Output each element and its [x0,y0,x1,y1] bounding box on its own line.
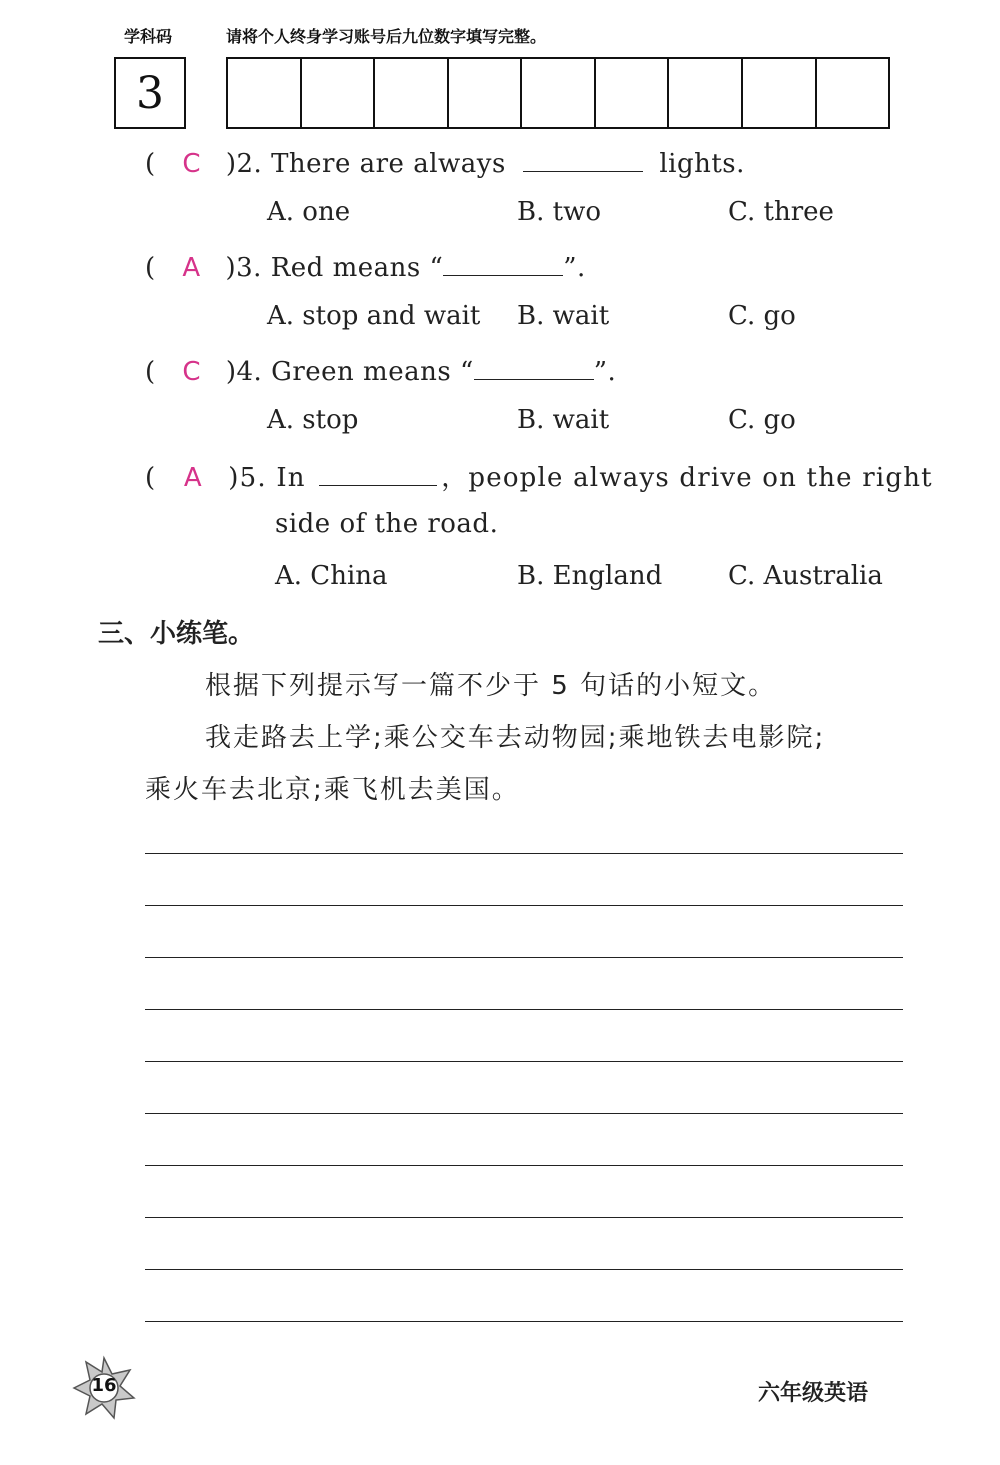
option-a: A. one [267,197,351,227]
option-c: C. go [728,301,796,331]
answer-letter: C [182,357,202,387]
option-b: B. wait [517,301,610,331]
writing-line[interactable] [145,1269,903,1270]
writing-prompt-line-1: 我走路去上学;乘公交车去动物园;乘地铁去电影院; [205,723,826,753]
question-stem: In [276,463,306,493]
page-number: 16 [91,1375,117,1396]
account-digit-cell[interactable] [741,59,815,127]
answer-blank [523,145,643,172]
option-a: A. China [275,561,388,591]
option-b: B. England [517,561,663,591]
writing-line[interactable] [145,1165,903,1166]
writing-line[interactable] [145,1321,903,1322]
question-stem-end: ”. [563,253,586,283]
writing-line[interactable] [145,905,903,906]
question-stem-end: ，people always drive on the right [441,463,933,493]
question-5-line2: side of the road. [275,509,499,539]
subject-code-box: 3 [114,57,186,129]
answer-letter: A [182,253,201,283]
question-number: )4. [225,357,263,387]
option-b: B. wait [517,405,610,435]
account-digit-cell[interactable] [300,59,374,127]
question-2 [145,145,745,179]
option-b: B. two [517,197,601,227]
option-c: C. three [728,197,834,227]
answer-blank [319,459,437,486]
section-instruction: 根据下列提示写一篇不少于 5 句话的小短文。 [205,671,777,701]
answer-letter: C [182,149,202,179]
section-title: 三、小练笔。 [98,619,255,649]
question-stem: There are always [271,149,506,179]
writing-line[interactable] [145,1061,903,1062]
answer-paren-open: ( [145,253,156,283]
answer-paren-open: ( [145,357,156,387]
writing-line[interactable] [145,1009,903,1010]
question-number: )2. [225,149,263,179]
answer-letter: A [183,463,203,493]
writing-prompt-line-2: 乘火车去北京;乘飞机去美国。 [145,775,520,805]
option-a: A. stop and wait [267,301,481,331]
writing-line[interactable] [145,957,903,958]
account-number-grid [226,57,890,129]
account-digit-cell[interactable] [815,59,889,127]
account-digit-cell[interactable] [594,59,668,127]
writing-line[interactable] [145,1113,903,1114]
account-digit-cell[interactable] [228,59,300,127]
subject-code-label: 学科码 [124,27,173,46]
option-c: C. go [728,405,796,435]
question-stem-end: ”. [593,357,617,387]
option-a: A. stop [267,405,359,435]
question-3 [145,249,586,283]
writing-line[interactable] [145,1217,903,1218]
book-title: 六年级英语 [757,1381,868,1406]
writing-line[interactable] [145,853,903,854]
answer-paren-open: ( [145,463,157,493]
question-5 [145,457,933,494]
account-instruction: 请将个人终身学习账号后九位数字填写完整。 [226,27,547,46]
answer-paren-open: ( [145,149,156,179]
answer-blank [443,249,563,276]
account-digit-cell[interactable] [520,59,594,127]
answer-blank [474,353,594,380]
question-4 [145,353,616,387]
question-stem: Red means “ [270,253,444,283]
page-number-badge [66,1352,142,1422]
option-c: C. Australia [728,561,883,591]
question-number: )5. [228,463,267,493]
question-stem-end: lights. [659,149,745,179]
question-stem: Green means “ [271,357,474,387]
account-digit-cell[interactable] [667,59,741,127]
account-digit-cell[interactable] [447,59,521,127]
question-number: )3. [225,253,262,283]
account-digit-cell[interactable] [373,59,447,127]
